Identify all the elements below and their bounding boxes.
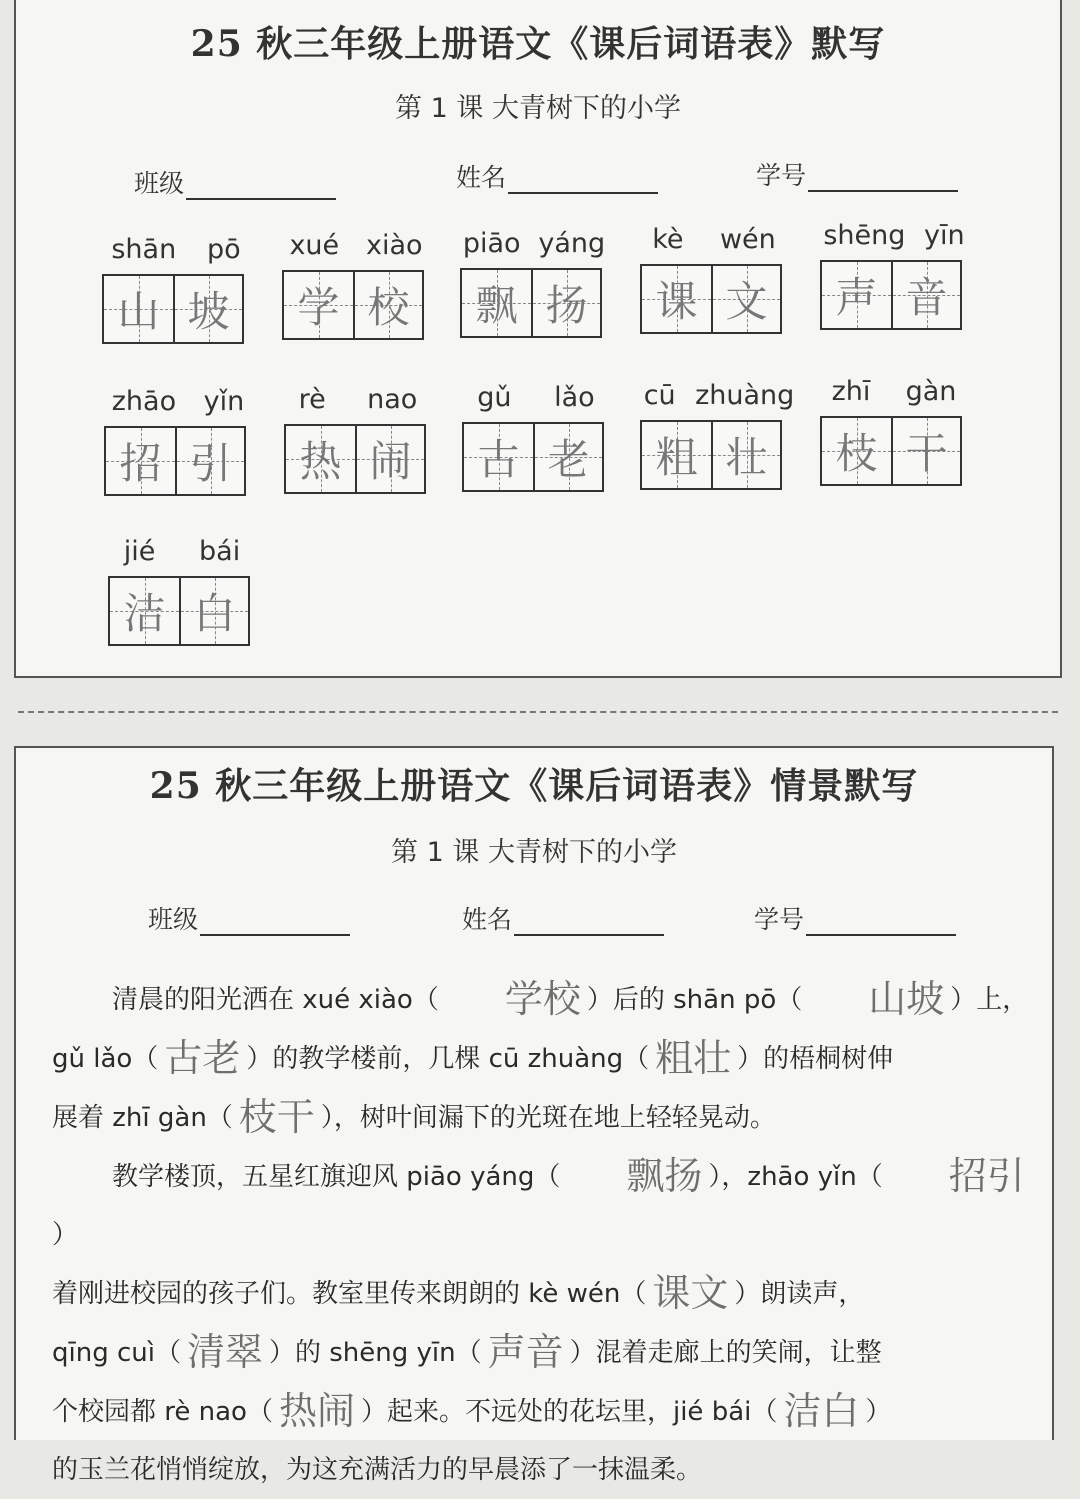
text-line: gǔ lǎo（ 古老 ）的教学楼前，几棵 cū zhuàng（ 粗壮 ）的梧桐树伸 bbox=[52, 1029, 1032, 1088]
text-line: 教学楼顶，五星红旗迎风 piāo yáng（ 飘扬 ），zhāo yǐn（ 招引） bbox=[52, 1147, 1032, 1264]
pinyin: shēng yīn bbox=[823, 220, 965, 251]
handwritten-char: 扬 bbox=[545, 281, 588, 330]
text-line: 的玉兰花悄悄绽放，为这充满活力的早晨添了一抹温柔。 bbox=[52, 1455, 703, 1485]
name-blank[interactable] bbox=[514, 912, 664, 936]
handwritten-char: 壮 bbox=[725, 433, 768, 482]
number-label: 学号 bbox=[754, 905, 805, 934]
text-line: 着刚进校园的孩子们。教室里传来朗朗的 kè wén（ 课文 ）朗读声， bbox=[52, 1264, 1032, 1323]
handwritten-char: 声 bbox=[835, 273, 878, 322]
answer-blank[interactable]: 声音 bbox=[487, 1330, 564, 1374]
handwritten-char: 白 bbox=[193, 589, 236, 638]
handwritten-char: 课 bbox=[655, 277, 698, 326]
tianzige-boxes[interactable] bbox=[284, 424, 426, 494]
class-label: 班级 bbox=[148, 905, 199, 934]
handwritten-char: 校 bbox=[367, 283, 410, 332]
name-blank[interactable] bbox=[508, 170, 658, 194]
handwritten-char: 热 bbox=[299, 437, 342, 486]
handwritten-char: 干 bbox=[905, 429, 948, 478]
handwritten-char: 学 bbox=[297, 283, 340, 332]
answer-blank[interactable]: 洁白 bbox=[783, 1389, 860, 1433]
pinyin: jié bái bbox=[123, 536, 241, 567]
handwritten-char: 古 bbox=[477, 435, 520, 484]
handwritten-char: 粗 bbox=[655, 433, 698, 482]
answer-blank[interactable]: 枝干 bbox=[238, 1095, 315, 1139]
answer-blank[interactable]: 学校 bbox=[504, 977, 581, 1021]
name-field bbox=[456, 158, 658, 194]
context-dictation-sheet bbox=[14, 746, 1054, 1485]
tianzige-boxes[interactable] bbox=[108, 576, 250, 646]
pinyin: piāo yáng bbox=[462, 228, 606, 259]
tianzige-boxes[interactable] bbox=[104, 426, 246, 496]
class-blank[interactable] bbox=[186, 176, 336, 200]
class-label: 班级 bbox=[134, 169, 185, 198]
tianzige-boxes[interactable] bbox=[462, 422, 604, 492]
lesson-title: 第 1 课 大青树下的小学 bbox=[395, 93, 681, 124]
handwritten-char: 引 bbox=[189, 439, 232, 488]
handwritten-char: 音 bbox=[905, 273, 948, 322]
pinyin: rè nao bbox=[298, 384, 418, 415]
tianzige-boxes[interactable] bbox=[102, 274, 244, 344]
cut-line bbox=[18, 711, 1058, 713]
dictation-sheet bbox=[14, 0, 1062, 678]
tianzige-boxes[interactable] bbox=[640, 420, 782, 490]
pinyin: kè wén bbox=[652, 224, 776, 255]
tianzige-boxes[interactable] bbox=[282, 270, 424, 340]
name-field bbox=[462, 900, 664, 936]
tianzige-boxes[interactable] bbox=[820, 416, 962, 486]
text-line: 清晨的阳光洒在 xué xiào（ 学校 ）后的 shān pō（ 山坡 ）上， bbox=[52, 970, 1032, 1029]
handwritten-char: 飘 bbox=[475, 281, 518, 330]
number-field bbox=[756, 156, 958, 192]
pinyin: zhī gàn bbox=[831, 376, 957, 407]
handwritten-char: 文 bbox=[725, 277, 768, 326]
lesson-title: 第 1 课 大青树下的小学 bbox=[391, 837, 677, 868]
sheet-title: 25 秋三年级上册语文《课后词语表》默写 bbox=[190, 23, 886, 65]
pinyin: shān pō bbox=[111, 234, 241, 265]
pinyin: xué xiào bbox=[289, 230, 423, 261]
name-label: 姓名 bbox=[456, 163, 507, 192]
text-line: qīng cuì（ 清翠 ）的 shēng yīn（ 声音 ）混着走廊上的笑闹，让整 bbox=[52, 1323, 1032, 1382]
sheet-title: 25 秋三年级上册语文《课后词语表》情景默写 bbox=[149, 765, 919, 807]
number-label: 学号 bbox=[756, 161, 807, 190]
handwritten-char: 洁 bbox=[123, 589, 166, 638]
tianzige-boxes[interactable] bbox=[460, 268, 602, 338]
answer-blank[interactable]: 山坡 bbox=[868, 977, 945, 1021]
pinyin: zhāo yǐn bbox=[111, 386, 245, 417]
handwritten-char: 坡 bbox=[187, 287, 230, 336]
story-paragraphs bbox=[52, 970, 1032, 1499]
class-field bbox=[134, 164, 336, 200]
number-blank[interactable] bbox=[806, 912, 956, 936]
answer-blank[interactable]: 热闹 bbox=[278, 1389, 355, 1433]
name-label: 姓名 bbox=[462, 905, 513, 934]
tianzige-boxes[interactable] bbox=[820, 260, 962, 330]
handwritten-char: 闹 bbox=[369, 437, 412, 486]
answer-blank[interactable]: 飘扬 bbox=[626, 1154, 703, 1198]
answer-blank[interactable]: 古老 bbox=[164, 1036, 241, 1080]
pinyin: cū zhuàng bbox=[643, 380, 795, 411]
answer-blank[interactable]: 粗壮 bbox=[655, 1036, 732, 1080]
number-blank[interactable] bbox=[808, 168, 958, 192]
answer-blank[interactable]: 招引 bbox=[948, 1154, 1025, 1198]
class-blank[interactable] bbox=[200, 912, 350, 936]
answer-blank[interactable]: 课文 bbox=[652, 1271, 729, 1315]
handwritten-char: 枝 bbox=[835, 429, 878, 478]
answer-blank[interactable]: 清翠 bbox=[186, 1330, 263, 1374]
number-field bbox=[754, 900, 956, 936]
handwritten-char: 老 bbox=[547, 435, 590, 484]
class-field bbox=[148, 900, 350, 936]
text-line: 个校园都 rè nao（ 热闹 ）起来。不远处的花坛里，jié bái（ 洁白 ） bbox=[52, 1382, 1032, 1441]
handwritten-char: 招 bbox=[119, 439, 162, 488]
pinyin: gǔ lǎo bbox=[477, 382, 595, 413]
tianzige-boxes[interactable] bbox=[640, 264, 782, 334]
handwritten-char: 山 bbox=[117, 287, 160, 336]
text-line: 展着 zhī gàn（ 枝干 ），树叶间漏下的光斑在地上轻轻晃动。 bbox=[52, 1088, 1032, 1147]
